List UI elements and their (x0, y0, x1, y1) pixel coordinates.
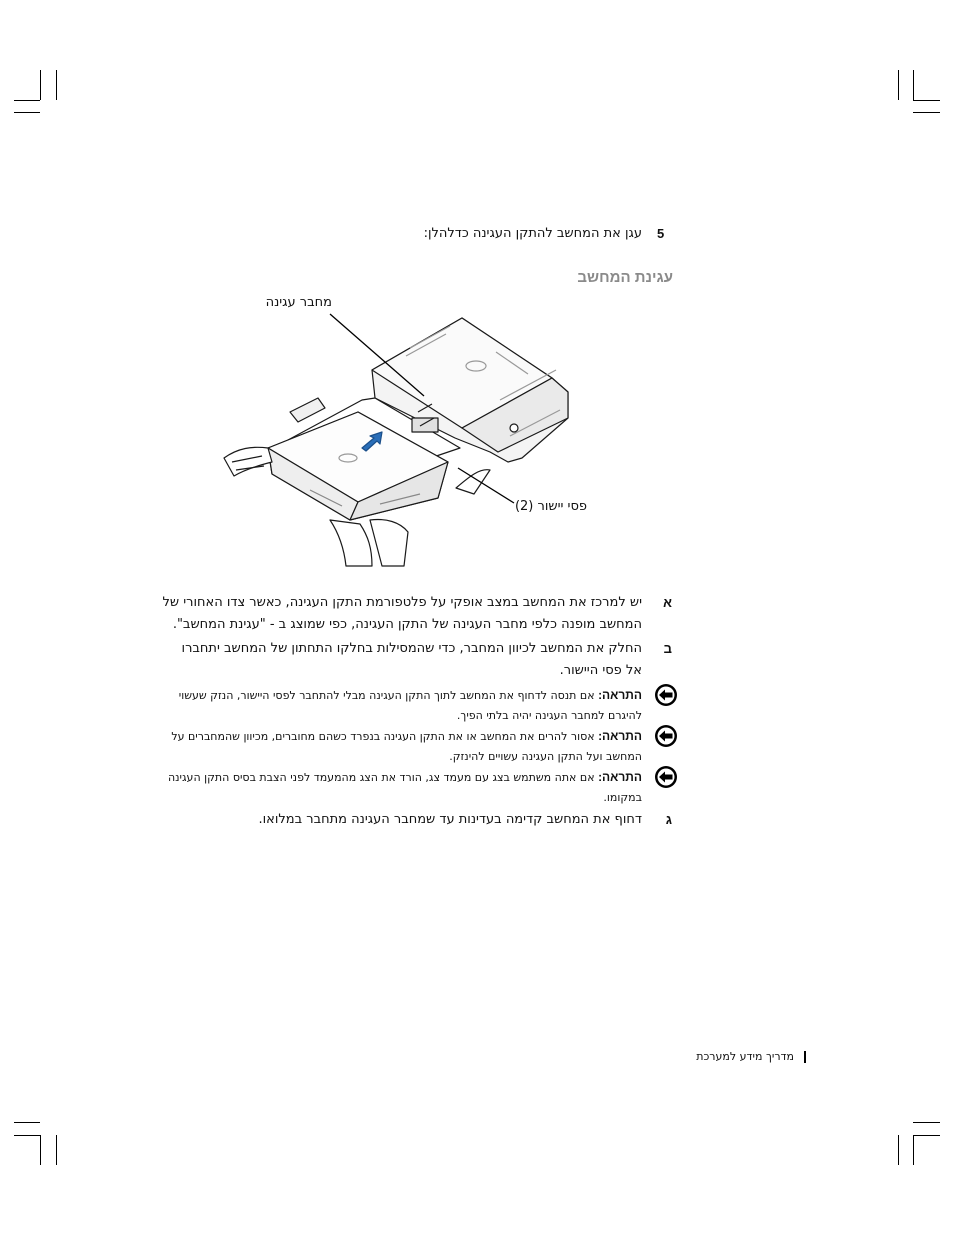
item-text: יש למרכז את המחשב במצב אופקי על פלטפורמת התקן העגינה, כאשר צדו האחורי של המחשב מופנה כלפי מחבר העגינה של התקן העגינה, כפי שמוצג ב - "עגינת המחשב". (162, 595, 642, 632)
item-text: החלק את המחשב לכיוון המחבר, כדי שהמסילות בחלקו התחתון של המחשב יתחברו אל פסי היישור. (181, 641, 642, 678)
figure-title: עגינת המחשב (577, 269, 673, 286)
notice-arrow-icon (654, 765, 678, 789)
notice-arrow-icon (654, 683, 678, 707)
callout-alignment-rails: פסי יישור (2) (514, 499, 587, 514)
step-text: עגן את המחשב להתקן העגינה כדלהלן: (423, 226, 642, 241)
notice-arrow-icon (654, 724, 678, 748)
notice-1 (152, 685, 642, 726)
instruction-item-b (162, 638, 672, 682)
notice-label: התראה: (598, 729, 642, 743)
instruction-item-c (162, 809, 672, 831)
notice-3 (152, 767, 642, 808)
notice-label: התראה: (598, 770, 642, 784)
footer-divider (804, 1051, 806, 1063)
item-letter: ג (665, 812, 672, 827)
docking-illustration (215, 300, 590, 575)
instruction-item-a (162, 592, 672, 636)
item-letter: א (663, 595, 672, 610)
footer-text: מדריך מידע למערכת (696, 1050, 794, 1063)
notice-text: אסור להרים את המחשב או את התקן העגינה בנפרד כשהם מחוברים, מכיוון שהמחברים על המחשב ועל התקן העגינה עשויים להינזק. (171, 730, 642, 763)
notice-text: אם תנסה לדחוף את המחשב לתוך התקן העגינה מבלי להתחבר לפסי היישור, הנזק שעשוי להיגרם למחבר העגינה יהיה בלתי הפיך. (178, 689, 642, 722)
step-number: 5 (657, 226, 665, 241)
item-letter: ב (663, 641, 672, 656)
callout-docking-connector: מחבר עגינה (265, 295, 332, 310)
notice-2 (152, 726, 642, 767)
item-text: דחוף את המחשב קדימה בעדינות עד שמחבר העגינה מתחבר במלואו. (258, 812, 642, 827)
notice-text: אם אתה משתמש בצג עם מעמד צג, הורד את הצג מהמעמד לפני הצבת בסיס התקן העגינה במקומו. (167, 771, 642, 804)
notice-label: התראה: (598, 688, 642, 702)
